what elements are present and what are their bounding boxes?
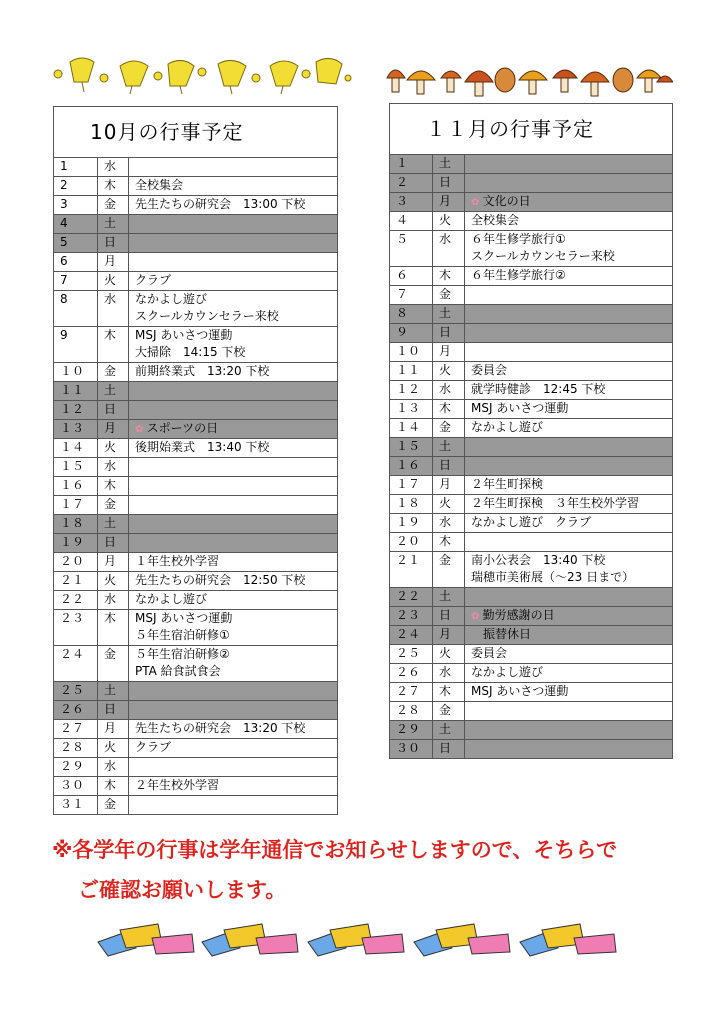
event-text: MSJ あいさつ運動: [471, 401, 569, 415]
event-text: スクールカウンセラー来校: [135, 309, 279, 323]
event-cell: [465, 438, 673, 457]
october-row: [54, 401, 338, 420]
weekday: 金: [433, 552, 465, 588]
october-row: [54, 701, 338, 720]
october-row: [54, 215, 338, 234]
weekday: 木: [98, 610, 129, 646]
flower-icon: ✿: [471, 611, 483, 622]
event-text: ２年生町探検: [471, 477, 544, 491]
event-text: なかよし遊び: [135, 592, 208, 606]
november-row: [390, 231, 673, 267]
event-text: １年生校外学習: [135, 554, 220, 568]
october-row: [54, 758, 338, 777]
event-cell: [465, 212, 673, 231]
event-cell: [129, 458, 338, 477]
event-cell: [129, 777, 338, 796]
november-row: [390, 626, 673, 645]
day-number: ２１: [54, 572, 98, 591]
flower-icon: ✿: [471, 197, 483, 208]
event-text: なかよし遊び クラブ: [471, 515, 592, 529]
weekday: 火: [433, 645, 465, 664]
event-text: 就学時健診 12:45 下校: [471, 382, 606, 396]
day-number: １: [390, 155, 433, 174]
day-number: ５: [390, 231, 433, 267]
day-number: １６: [54, 477, 98, 496]
november-row: [390, 664, 673, 683]
event-cell: [129, 572, 338, 591]
weekday: 水: [98, 458, 129, 477]
notice-line-1: ※各学年の行事は学年通信でお知らせしますので、そちらで: [52, 838, 618, 862]
weekday: 土: [433, 305, 465, 324]
weekday: 金: [433, 702, 465, 721]
event-text: 全校集会: [471, 213, 520, 227]
event-cell: [465, 419, 673, 438]
event-text: ５年生宿泊研修①: [135, 628, 230, 642]
event-cell: [129, 496, 338, 515]
weekday: 水: [98, 158, 129, 177]
november-row: [390, 721, 673, 740]
october-row: [54, 682, 338, 701]
day-number: ９: [390, 324, 433, 343]
day-number: 1: [54, 158, 98, 177]
october-row: [54, 534, 338, 553]
day-number: ２３: [54, 610, 98, 646]
day-number: ２０: [390, 533, 433, 552]
event-text: 大掃除 14:15 下校: [135, 345, 246, 359]
day-number: １０: [54, 363, 98, 382]
october-row: [54, 739, 338, 758]
event-text: 後期始業式 13:40 下校: [135, 440, 270, 454]
event-text: クラブ: [135, 273, 172, 287]
event-text: MSJ あいさつ運動: [135, 328, 233, 342]
weekday: 水: [433, 514, 465, 533]
event-cell: [129, 646, 338, 682]
october-row: [54, 272, 338, 291]
weekday: 水: [98, 291, 129, 327]
november-row: [390, 419, 673, 438]
weekday: 火: [433, 495, 465, 514]
weekday: 土: [98, 682, 129, 701]
event-cell: [129, 610, 338, 646]
weekday: 木: [98, 327, 129, 363]
event-cell: [129, 177, 338, 196]
october-row: [54, 591, 338, 610]
day-number: ３: [390, 193, 433, 212]
weekday: 金: [433, 419, 465, 438]
october-row: [54, 234, 338, 253]
day-number: １２: [390, 381, 433, 400]
weekday: 水: [98, 758, 129, 777]
event-cell: [465, 324, 673, 343]
event-text: 勤労感謝の日: [482, 608, 555, 622]
event-text: PTA 給食試食会: [135, 664, 221, 678]
weekday: 木: [98, 777, 129, 796]
event-text: 全校集会: [135, 178, 184, 192]
event-cell: [465, 514, 673, 533]
event-cell: [129, 420, 338, 439]
event-cell: [465, 174, 673, 193]
november-row: [390, 174, 673, 193]
weekday: 月: [98, 553, 129, 572]
november-row: [390, 324, 673, 343]
event-cell: [129, 591, 338, 610]
day-number: ２７: [54, 720, 98, 739]
event-cell: [129, 382, 338, 401]
event-cell: [129, 515, 338, 534]
weekday: 火: [433, 212, 465, 231]
day-number: 6: [54, 253, 98, 272]
event-cell: [465, 231, 673, 267]
november-row: [390, 343, 673, 362]
day-number: 8: [54, 291, 98, 327]
weekday: 火: [433, 362, 465, 381]
day-number: ２４: [390, 626, 433, 645]
october-row: [54, 420, 338, 439]
event-cell: [129, 758, 338, 777]
event-cell: [465, 607, 673, 626]
event-cell: [465, 286, 673, 305]
november-row: [390, 514, 673, 533]
weekday: 月: [433, 476, 465, 495]
november-row: [390, 702, 673, 721]
november-row: [390, 193, 673, 212]
weekday: 日: [98, 401, 129, 420]
event-text: MSJ あいさつ運動: [471, 684, 569, 698]
event-cell: [129, 272, 338, 291]
event-cell: [129, 477, 338, 496]
november-row: [390, 286, 673, 305]
day-number: ２７: [390, 683, 433, 702]
november-row: [390, 438, 673, 457]
event-cell: [465, 626, 673, 645]
day-number: ４: [390, 212, 433, 231]
weekday: 日: [433, 324, 465, 343]
event-cell: [465, 267, 673, 286]
event-cell: [465, 664, 673, 683]
event-cell: [465, 305, 673, 324]
october-row: [54, 382, 338, 401]
event-cell: [129, 439, 338, 458]
weekday: 月: [98, 720, 129, 739]
event-cell: [465, 400, 673, 419]
event-cell: [129, 363, 338, 382]
event-cell: [465, 343, 673, 362]
day-number: １９: [390, 514, 433, 533]
day-number: １３: [54, 420, 98, 439]
day-number: １５: [390, 438, 433, 457]
october-row: [54, 777, 338, 796]
day-number: １７: [54, 496, 98, 515]
october-row: [54, 610, 338, 646]
october-title: 10月の行事予定: [54, 107, 338, 158]
event-text: ２年生町探検 ３年生校外学習: [471, 496, 640, 510]
day-number: ２: [390, 174, 433, 193]
day-number: 2: [54, 177, 98, 196]
weekday: 日: [433, 607, 465, 626]
event-text: ６年生修学旅行①: [471, 232, 566, 246]
weekday: 日: [98, 234, 129, 253]
weekday: 土: [98, 215, 129, 234]
event-text: 文化の日: [482, 194, 531, 208]
november-row: [390, 533, 673, 552]
event-cell: [465, 702, 673, 721]
weekday: 日: [98, 534, 129, 553]
day-number: １４: [390, 419, 433, 438]
november-row: [390, 552, 673, 588]
event-cell: [465, 495, 673, 514]
event-cell: [465, 362, 673, 381]
weekday: 日: [433, 740, 465, 759]
october-row: [54, 720, 338, 739]
event-cell: [129, 739, 338, 758]
november-row: [390, 381, 673, 400]
event-cell: [465, 155, 673, 174]
october-row: [54, 646, 338, 682]
october-row: [54, 158, 338, 177]
notice-line-2: ご確認お願いします。: [78, 878, 287, 902]
october-row: [54, 515, 338, 534]
event-cell: [129, 796, 338, 815]
day-number: ２９: [54, 758, 98, 777]
weekday: 日: [433, 457, 465, 476]
book-border: [96, 918, 636, 958]
day-number: ２３: [390, 607, 433, 626]
day-number: ３０: [390, 740, 433, 759]
day-number: １３: [390, 400, 433, 419]
october-row: [54, 177, 338, 196]
event-text: 瑞穂市美術展（～23 日まで）: [471, 570, 635, 584]
weekday: 木: [433, 533, 465, 552]
weekday: 金: [98, 363, 129, 382]
day-number: １４: [54, 439, 98, 458]
november-row: [390, 212, 673, 231]
event-text: 前期終業式 13:20 下校: [135, 364, 270, 378]
day-number: ３０: [54, 777, 98, 796]
event-text: スクールカウンセラー来校: [471, 249, 615, 263]
day-number: ２０: [54, 553, 98, 572]
event-cell: [465, 552, 673, 588]
day-number: １１: [54, 382, 98, 401]
event-cell: [465, 533, 673, 552]
november-row: [390, 267, 673, 286]
event-text: ５年生宿泊研修②: [135, 647, 230, 661]
event-text: 先生たちの研究会 12:50 下校: [135, 573, 306, 587]
weekday: 火: [98, 439, 129, 458]
weekday: 木: [433, 400, 465, 419]
day-number: ２５: [54, 682, 98, 701]
weekday: 月: [433, 343, 465, 362]
october-row: [54, 363, 338, 382]
day-number: １９: [54, 534, 98, 553]
event-cell: [129, 291, 338, 327]
day-number: ６: [390, 267, 433, 286]
event-text: 先生たちの研究会 13:20 下校: [135, 721, 306, 735]
day-number: ８: [390, 305, 433, 324]
event-cell: [129, 196, 338, 215]
november-row: [390, 155, 673, 174]
weekday: 水: [433, 664, 465, 683]
event-text: 委員会: [471, 363, 508, 377]
weekday: 金: [98, 796, 129, 815]
day-number: ７: [390, 286, 433, 305]
event-cell: [129, 682, 338, 701]
day-number: ２８: [54, 739, 98, 758]
november-row: [390, 495, 673, 514]
event-cell: [465, 683, 673, 702]
event-text: なかよし遊び: [471, 420, 544, 434]
weekday: 水: [433, 381, 465, 400]
weekday: 月: [433, 626, 465, 645]
october-row: [54, 496, 338, 515]
event-cell: [129, 553, 338, 572]
day-number: １８: [390, 495, 433, 514]
day-number: ２２: [54, 591, 98, 610]
weekday: 土: [433, 721, 465, 740]
weekday: 月: [433, 193, 465, 212]
weekday: 土: [433, 438, 465, 457]
november-row: [390, 305, 673, 324]
october-row: [54, 477, 338, 496]
event-cell: [465, 588, 673, 607]
event-text: なかよし遊び: [135, 292, 208, 306]
october-row: [54, 553, 338, 572]
day-number: １８: [54, 515, 98, 534]
weekday: 水: [98, 591, 129, 610]
weekday: 金: [98, 196, 129, 215]
event-cell: [129, 158, 338, 177]
event-cell: [465, 721, 673, 740]
november-title: １１月の行事予定: [390, 104, 673, 155]
event-cell: [129, 534, 338, 553]
weekday: 月: [98, 253, 129, 272]
day-number: ２６: [54, 701, 98, 720]
event-text: 先生たちの研究会 13:00 下校: [135, 197, 306, 211]
mushroom-border: [385, 56, 673, 100]
november-row: [390, 607, 673, 626]
event-cell: [465, 193, 673, 212]
event-cell: [129, 215, 338, 234]
weekday: 土: [98, 515, 129, 534]
day-number: １２: [54, 401, 98, 420]
november-schedule-table: [389, 103, 673, 759]
event-cell: [129, 401, 338, 420]
weekday: 木: [433, 683, 465, 702]
flower-icon: ✿: [135, 424, 147, 435]
day-number: １０: [390, 343, 433, 362]
october-schedule-table: [53, 106, 338, 815]
event-cell: [129, 327, 338, 363]
october-row: [54, 327, 338, 363]
october-row: [54, 196, 338, 215]
weekday: 土: [433, 588, 465, 607]
november-row: [390, 645, 673, 664]
event-cell: [129, 253, 338, 272]
weekday: 金: [433, 286, 465, 305]
november-row: [390, 588, 673, 607]
weekday: 火: [98, 272, 129, 291]
day-number: ２８: [390, 702, 433, 721]
day-number: １７: [390, 476, 433, 495]
day-number: ３１: [54, 796, 98, 815]
day-number: 7: [54, 272, 98, 291]
event-cell: [465, 457, 673, 476]
event-text: 振替休日: [471, 627, 532, 641]
weekday: 日: [98, 701, 129, 720]
day-number: ２４: [54, 646, 98, 682]
day-number: ２５: [390, 645, 433, 664]
weekday: 水: [433, 231, 465, 267]
event-text: ２年生校外学習: [135, 778, 220, 792]
weekday: 日: [433, 174, 465, 193]
event-cell: [465, 740, 673, 759]
day-number: ２６: [390, 664, 433, 683]
event-cell: [465, 476, 673, 495]
event-text: 南小公表会 13:40 下校: [471, 553, 606, 567]
november-row: [390, 476, 673, 495]
november-row: [390, 683, 673, 702]
november-row: [390, 362, 673, 381]
event-text: スポーツの日: [146, 421, 219, 435]
event-cell: [465, 381, 673, 400]
november-row: [390, 400, 673, 419]
day-number: ２９: [390, 721, 433, 740]
weekday: 土: [433, 155, 465, 174]
event-cell: [129, 720, 338, 739]
day-number: 5: [54, 234, 98, 253]
weekday: 月: [98, 420, 129, 439]
notice-text: [52, 830, 692, 910]
weekday: 金: [98, 496, 129, 515]
day-number: 9: [54, 327, 98, 363]
ginkgo-leaf-border: [52, 52, 352, 96]
day-number: １１: [390, 362, 433, 381]
weekday: 火: [98, 739, 129, 758]
october-row: [54, 572, 338, 591]
event-text: ６年生修学旅行②: [471, 268, 566, 282]
event-text: クラブ: [135, 740, 172, 754]
october-row: [54, 439, 338, 458]
day-number: １５: [54, 458, 98, 477]
event-cell: [465, 645, 673, 664]
day-number: ２１: [390, 552, 433, 588]
day-number: １６: [390, 457, 433, 476]
november-row: [390, 740, 673, 759]
november-row: [390, 457, 673, 476]
weekday: 木: [98, 477, 129, 496]
october-row: [54, 291, 338, 327]
weekday: 火: [98, 572, 129, 591]
day-number: ２２: [390, 588, 433, 607]
event-text: 委員会: [471, 646, 508, 660]
weekday: 土: [98, 382, 129, 401]
event-cell: [129, 234, 338, 253]
weekday: 木: [98, 177, 129, 196]
october-row: [54, 458, 338, 477]
event-text: なかよし遊び: [471, 665, 544, 679]
day-number: 3: [54, 196, 98, 215]
weekday: 金: [98, 646, 129, 682]
day-number: 4: [54, 215, 98, 234]
event-text: MSJ あいさつ運動: [135, 611, 233, 625]
weekday: 木: [433, 267, 465, 286]
event-cell: [129, 701, 338, 720]
october-row: [54, 253, 338, 272]
october-row: [54, 796, 338, 815]
